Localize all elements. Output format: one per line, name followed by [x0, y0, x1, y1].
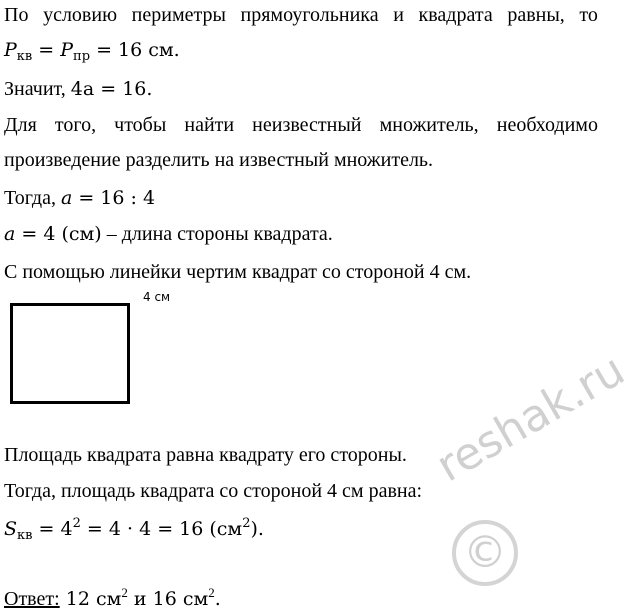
answer-part: .: [214, 588, 221, 610]
exponent: 2: [121, 585, 128, 600]
word: того,: [54, 114, 97, 136]
equals: =: [32, 39, 61, 61]
answer-line: [4, 587, 221, 611]
word: условию: [43, 4, 118, 26]
word: чтобы: [114, 114, 167, 136]
watermark-text: reshak.ru: [428, 344, 633, 493]
exponent: 2: [72, 516, 81, 531]
rule-line-2: произведение разделить на известный множитель.: [4, 149, 434, 171]
answer-label: Ответ:: [4, 588, 60, 610]
area-symbol: S: [4, 518, 18, 540]
word: квадрата: [418, 4, 493, 26]
ruler-line: С помощью линейки чертим квадрат со стороной 4 см.: [4, 261, 472, 283]
exponent: 2: [208, 585, 215, 600]
equation-tail: = 16 см.: [90, 39, 180, 61]
square-side-label: 4 см: [143, 290, 171, 304]
formula-part: = 4: [32, 518, 73, 540]
word: неизвестный: [252, 114, 362, 136]
word: необходимо: [496, 114, 598, 136]
area-formula: [4, 517, 264, 541]
exponent: 2: [242, 516, 251, 531]
togda-line: [4, 186, 155, 210]
side-value: = 4 (см): [15, 223, 102, 245]
square-figure: [10, 303, 130, 404]
znachit-prefix: Значит,: [4, 78, 71, 100]
side-description: – длина стороны квадрата.: [101, 223, 333, 245]
word: прямоугольника: [240, 4, 379, 26]
znachit-expression: 4a = 16.: [70, 78, 153, 100]
word: Для: [4, 114, 37, 136]
word: и: [393, 4, 404, 26]
word: найти: [184, 114, 235, 136]
word: множитель,: [379, 114, 479, 136]
formula-part: ).: [250, 518, 264, 540]
condition-line-1: [4, 3, 598, 27]
word: По: [4, 4, 29, 26]
znachit-line: [4, 77, 152, 101]
area-rule-line: Площадь квадрата равна квадрату его стороны.: [4, 444, 407, 466]
answer-part: и 16 см: [127, 588, 209, 610]
subscript-pr: пр: [73, 49, 91, 64]
area-then-line: Тогда, площадь квадрата со стороной 4 см равна:: [4, 480, 423, 502]
perimeter-equation: [4, 38, 180, 62]
copyright-icon: ©: [452, 520, 518, 586]
answer-part: 12 см: [59, 588, 122, 610]
subscript-kv: кв: [17, 528, 33, 543]
word: равны,: [507, 4, 565, 26]
perimeter-symbol: P: [4, 39, 17, 61]
togda-expression: = 16 : 4: [72, 187, 156, 209]
formula-part: = 4 · 4 = 16 (см: [80, 518, 243, 540]
side-length-line: [4, 222, 333, 246]
togda-prefix: Тогда,: [4, 187, 61, 209]
subscript-kv: кв: [16, 49, 33, 64]
rule-line-1: [4, 113, 598, 137]
word: то: [579, 4, 598, 26]
perimeter-symbol: P: [60, 39, 74, 61]
word: периметры: [131, 4, 226, 26]
var-a: a: [60, 187, 73, 209]
var-a: a: [4, 223, 16, 245]
